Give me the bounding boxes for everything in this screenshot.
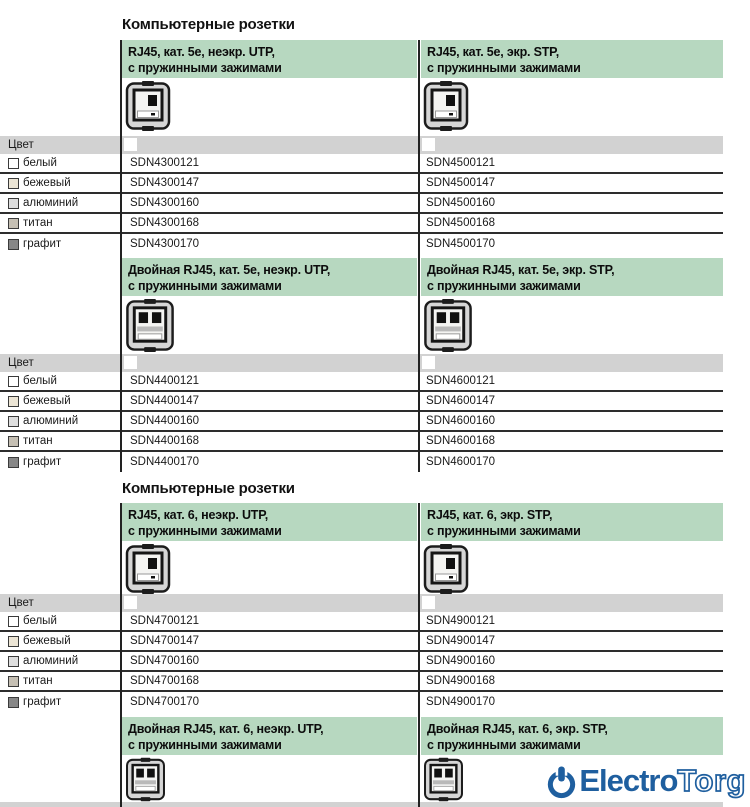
table-row bbox=[0, 632, 723, 652]
color-name: бежевый bbox=[23, 177, 71, 189]
header-line: с пружинными зажимами bbox=[427, 61, 581, 75]
logo-text-solid: Electro bbox=[579, 763, 678, 798]
logo-text-outline: Torg bbox=[677, 763, 746, 798]
color-name-cell bbox=[0, 197, 122, 209]
product-code: SDN4300160 bbox=[130, 197, 200, 209]
color-swatch bbox=[8, 416, 19, 427]
section-title: Компьютерные розетки bbox=[122, 16, 295, 33]
product-code: SDN4400147 bbox=[130, 395, 200, 407]
header-line: с пружинными зажимами bbox=[128, 61, 282, 75]
rj45-double-socket-image bbox=[125, 757, 166, 802]
color-swatch bbox=[8, 178, 19, 189]
product-code: SDN4500170 bbox=[426, 238, 496, 250]
color-name: титан bbox=[23, 217, 53, 229]
product-table-cat6 bbox=[0, 503, 723, 807]
color-name: белый bbox=[23, 615, 57, 627]
color-name-cell bbox=[0, 217, 122, 229]
table-divider-left bbox=[120, 40, 122, 472]
product-image-cell bbox=[420, 296, 718, 354]
product-header-stp bbox=[421, 258, 723, 296]
color-header-row bbox=[0, 136, 723, 154]
color-name: титан bbox=[23, 435, 53, 447]
product-header-stp bbox=[421, 40, 723, 78]
color-swatch bbox=[8, 697, 19, 708]
header-line: RJ45, кат. 6, неэкр. UTP, bbox=[128, 508, 269, 522]
product-code: SDN4500147 bbox=[426, 177, 496, 189]
color-name: бежевый bbox=[23, 635, 71, 647]
product-code: SDN4700160 bbox=[130, 655, 200, 667]
color-name: алюминий bbox=[23, 415, 79, 427]
color-name: алюминий bbox=[23, 197, 79, 209]
color-name-cell bbox=[0, 635, 122, 647]
product-code: SDN4900168 bbox=[426, 675, 496, 687]
color-name-cell bbox=[0, 675, 122, 687]
product-code: SDN4400168 bbox=[130, 435, 200, 447]
color-name: титан bbox=[23, 675, 53, 687]
product-table-cat5e bbox=[0, 40, 723, 472]
color-name-cell bbox=[0, 177, 122, 189]
color-swatch bbox=[8, 376, 19, 387]
product-header-stp bbox=[421, 503, 723, 541]
product-code: SDN4600168 bbox=[426, 435, 496, 447]
product-code: SDN4400170 bbox=[130, 456, 200, 468]
color-name: графит bbox=[23, 696, 62, 708]
product-code: SDN4700121 bbox=[130, 615, 200, 627]
table-row bbox=[0, 432, 723, 452]
product-code: SDN4900160 bbox=[426, 655, 496, 667]
product-image-cell bbox=[420, 541, 718, 594]
product-code: SDN4600147 bbox=[426, 395, 496, 407]
color-name-cell bbox=[0, 395, 122, 407]
product-image-cell bbox=[420, 78, 718, 136]
color-name-cell bbox=[0, 696, 122, 708]
header-line: с пружинными зажимами bbox=[128, 524, 282, 538]
product-code: SDN4300170 bbox=[130, 238, 200, 250]
product-header-utp bbox=[122, 258, 417, 296]
header-line: Двойная RJ45, кат. 5e, неэкр. UTP, bbox=[128, 263, 331, 277]
electrotorg-logo[interactable] bbox=[543, 763, 746, 799]
color-name: графит bbox=[23, 456, 62, 468]
product-code: SDN4300147 bbox=[130, 177, 200, 189]
header-line: с пружинными зажимами bbox=[128, 279, 282, 293]
color-name-cell bbox=[0, 415, 122, 427]
table-row bbox=[0, 412, 723, 432]
color-name-cell bbox=[0, 655, 122, 667]
rj45-single-socket-image bbox=[423, 80, 469, 132]
blank-swatch bbox=[124, 596, 137, 609]
blank-swatch bbox=[124, 138, 137, 151]
color-swatch bbox=[8, 239, 19, 250]
section-title: Компьютерные розетки bbox=[122, 480, 295, 497]
rj45-double-socket-image bbox=[423, 757, 464, 802]
header-line: RJ45, кат. 6, экр. STP, bbox=[427, 508, 553, 522]
color-header-row-partial bbox=[0, 802, 723, 807]
product-code: SDN4700170 bbox=[130, 696, 200, 708]
product-header-stp bbox=[421, 717, 723, 755]
color-swatch bbox=[8, 436, 19, 447]
color-header-label: Цвет bbox=[8, 597, 34, 609]
table-row bbox=[0, 452, 723, 472]
product-header-row bbox=[0, 258, 723, 296]
product-header-utp bbox=[122, 503, 417, 541]
table-row bbox=[0, 692, 723, 712]
color-swatch bbox=[8, 218, 19, 229]
table-divider-middle bbox=[418, 503, 420, 807]
product-image-cell bbox=[122, 755, 420, 802]
header-line: с пружинными зажимами bbox=[128, 738, 282, 752]
color-name-cell bbox=[0, 238, 122, 250]
table-divider-left bbox=[120, 503, 122, 807]
table-row bbox=[0, 194, 723, 214]
product-header-row bbox=[0, 503, 723, 541]
color-swatch bbox=[8, 158, 19, 169]
product-image-cell bbox=[122, 296, 420, 354]
table-row bbox=[0, 372, 723, 392]
product-code: SDN4500121 bbox=[426, 157, 496, 169]
header-line: с пружинными зажимами bbox=[427, 738, 581, 752]
product-image-cell bbox=[122, 541, 420, 594]
table-row bbox=[0, 234, 723, 254]
table-divider-middle bbox=[418, 40, 420, 472]
header-line: Двойная RJ45, кат. 6, неэкр. UTP, bbox=[128, 722, 324, 736]
product-code: SDN4600121 bbox=[426, 375, 496, 387]
product-code: SDN4900170 bbox=[426, 696, 496, 708]
color-name-cell bbox=[0, 375, 122, 387]
table-row bbox=[0, 612, 723, 632]
product-code: SDN4400121 bbox=[130, 375, 200, 387]
color-name-cell bbox=[0, 157, 122, 169]
product-code: SDN4300121 bbox=[130, 157, 200, 169]
product-code: SDN4300168 bbox=[130, 217, 200, 229]
product-code: SDN4500168 bbox=[426, 217, 496, 229]
color-swatch bbox=[8, 198, 19, 209]
product-code: SDN4500160 bbox=[426, 197, 496, 209]
color-name-cell bbox=[0, 615, 122, 627]
product-image-cell bbox=[122, 78, 420, 136]
product-code: SDN4700147 bbox=[130, 635, 200, 647]
product-image-row bbox=[0, 78, 723, 136]
color-swatch bbox=[8, 616, 19, 627]
color-swatch bbox=[8, 636, 19, 647]
color-name: бежевый bbox=[23, 395, 71, 407]
color-swatch bbox=[8, 656, 19, 667]
rj45-double-socket-image bbox=[125, 298, 175, 353]
color-header-row bbox=[0, 354, 723, 372]
rj45-single-socket-image bbox=[125, 543, 171, 595]
blank-swatch bbox=[422, 138, 435, 151]
product-header-row bbox=[0, 717, 723, 755]
header-line: RJ45, кат. 5e, неэкр. UTP, bbox=[128, 45, 275, 59]
rj45-single-socket-image bbox=[125, 80, 171, 132]
color-name: алюминий bbox=[23, 655, 79, 667]
blank-swatch bbox=[422, 356, 435, 369]
color-swatch bbox=[8, 457, 19, 468]
product-header-utp bbox=[122, 40, 417, 78]
product-code: SDN4600170 bbox=[426, 456, 496, 468]
product-image-row bbox=[0, 541, 723, 594]
color-header-label: Цвет bbox=[8, 357, 34, 369]
rj45-double-socket-image bbox=[423, 298, 473, 353]
color-name-cell bbox=[0, 456, 122, 468]
product-header-utp bbox=[122, 717, 417, 755]
table-row bbox=[0, 174, 723, 194]
color-name-cell bbox=[0, 435, 122, 447]
color-header-label: Цвет bbox=[8, 139, 34, 151]
product-image-row bbox=[0, 296, 723, 354]
product-code: SDN4900147 bbox=[426, 635, 496, 647]
header-line: с пружинными зажимами bbox=[427, 524, 581, 538]
product-code: SDN4700168 bbox=[130, 675, 200, 687]
table-row bbox=[0, 214, 723, 234]
product-code: SDN4900121 bbox=[426, 615, 496, 627]
header-line: RJ45, кат. 5e, экр. STP, bbox=[427, 45, 559, 59]
table-row bbox=[0, 392, 723, 412]
color-name: графит bbox=[23, 238, 62, 250]
table-row bbox=[0, 652, 723, 672]
product-code: SDN4600160 bbox=[426, 415, 496, 427]
header-line: с пружинными зажимами bbox=[427, 279, 581, 293]
power-icon bbox=[545, 765, 578, 799]
color-header-row bbox=[0, 594, 723, 612]
header-line: Двойная RJ45, кат. 6, экр. STP, bbox=[427, 722, 608, 736]
product-header-row bbox=[0, 40, 723, 78]
color-swatch bbox=[8, 676, 19, 687]
blank-swatch bbox=[422, 596, 435, 609]
product-code: SDN4400160 bbox=[130, 415, 200, 427]
header-line: Двойная RJ45, кат. 5e, экр. STP, bbox=[427, 263, 615, 277]
table-row bbox=[0, 672, 723, 692]
color-name: белый bbox=[23, 375, 57, 387]
blank-swatch bbox=[124, 356, 137, 369]
color-name: белый bbox=[23, 157, 57, 169]
color-swatch bbox=[8, 396, 19, 407]
table-row bbox=[0, 154, 723, 174]
rj45-single-socket-image bbox=[423, 543, 469, 595]
